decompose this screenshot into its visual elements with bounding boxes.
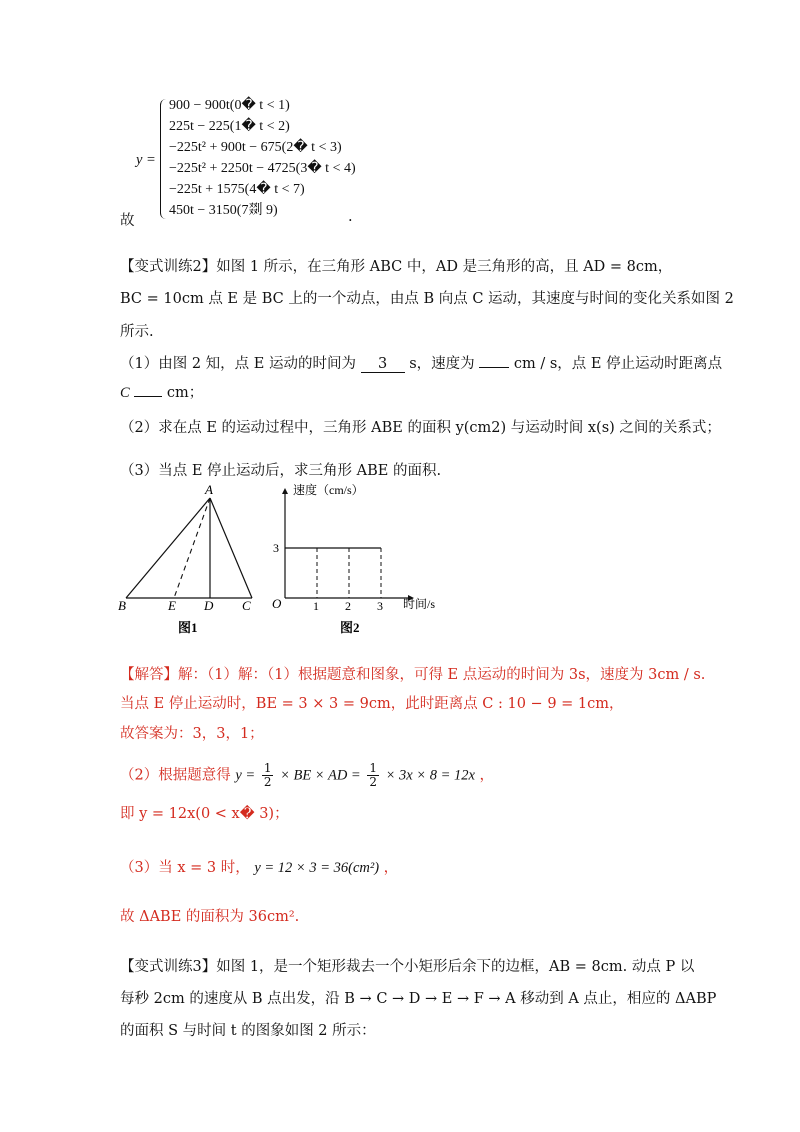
y-axis-arrow-icon	[282, 488, 288, 494]
piecewise-prefix: 故	[120, 213, 135, 229]
piecewise-line: −225t + 1575(4� t < 7)	[169, 182, 305, 197]
exercise-2-line: 【变式训练2】如图 1 所示，在三角形 ABC 中，AD 是三角形的高，且 AD = 8cm，	[120, 259, 673, 275]
question-3: （3）当点 E 停止运动后，求三角形 ABE 的面积.	[120, 463, 442, 479]
figure-1-caption: 图1	[178, 620, 198, 635]
figure-2-chart	[268, 480, 458, 645]
q1-text: （1）由图 2 知，点 E 运动的时间为	[120, 356, 356, 372]
fraction-half: $\frac{1}{2}$	[263, 761, 272, 789]
question-2: （2）求在点 E 的运动过程中，三角形 ABE 的面积 y(cm2) 与运动时间 x(s) 之间的关系式；	[120, 420, 721, 436]
x-tick-label: 3	[377, 599, 383, 613]
exercise-3-line: 每秒 2cm 的速度从 B 点出发，沿 B → C → D → E → F → A 移动到 A 点止，相应的 ΔABP	[120, 991, 717, 1007]
label-d: D	[204, 598, 214, 613]
y-label: y =	[136, 152, 156, 168]
exercise-2-line: BC = 10cm 点 E 是 BC 上的一个动点，由点 B 向点 C 运动，其速度与时间的变化关系如图 2	[120, 291, 734, 307]
blank-distance	[134, 396, 162, 397]
piecewise-line: −225t² + 2250t − 4725(3� t < 4)	[169, 161, 356, 176]
x-axis-label: 时间/s	[403, 597, 436, 611]
piecewise-line: 450t − 3150(7剟 9)	[169, 203, 278, 218]
fraction-half: $\frac{1}{2}$	[369, 761, 377, 789]
q1-text: cm / s，点 E 停止运动时距离点	[513, 356, 723, 372]
figure-2-caption: 图2	[340, 620, 360, 635]
answer-text: ，	[479, 767, 495, 784]
y-tick-label: 3	[273, 541, 279, 555]
answer-line: 故答案为：3，3，1；	[120, 726, 264, 742]
blank-time: 3	[361, 356, 405, 373]
label-b: B	[118, 598, 126, 613]
piecewise-lines	[169, 95, 356, 221]
answer-line-3	[120, 856, 398, 877]
formula-area: y = 12 × 3 = 36(cm²)	[254, 860, 380, 876]
blank-speed	[479, 367, 509, 368]
y-axis-label: 速度（cm/s）	[293, 483, 364, 497]
x-tick-label: 2	[345, 599, 351, 613]
answer-line: 即 y = 12x(0 < x� 3)；	[120, 806, 289, 822]
answer-text: ，	[383, 860, 399, 876]
question-1	[120, 352, 722, 373]
side-ab	[126, 498, 210, 598]
formula-y: y =	[235, 767, 256, 784]
piecewise-brace	[160, 99, 169, 219]
answer-text: （2）根据题意得	[120, 767, 231, 784]
exercise-2-line: 所示.	[120, 324, 154, 340]
answer-line: 【解答】解：（1）解：（1）根据题意和图象，可得 E 点运动的时间为 3s，速度为 3cm / s.	[120, 667, 706, 683]
answer-line-2	[120, 762, 494, 789]
piecewise-line: 900 − 900t(0� t < 1)	[169, 98, 290, 113]
exercise-3-line: 的面积 S 与时间 t 的图象如图 2 所示：	[120, 1023, 376, 1039]
formula-mid: × BE × AD =	[280, 767, 361, 784]
exercise-3-line: 【变式训练3】如图 1，是一个矩形裁去一个小矩形后余下的边框，AB = 8cm. 动点 P 以	[120, 959, 695, 975]
segment-ae	[174, 498, 210, 598]
q1-text: s，速度为	[409, 356, 475, 372]
side-ac	[210, 498, 252, 598]
label-a: A	[205, 482, 213, 497]
origin-label: O	[272, 596, 282, 611]
piecewise-line: 225t − 225(1� t < 2)	[169, 119, 290, 134]
piecewise-line: −225t² + 900t − 675(2� t < 3)	[169, 140, 342, 155]
label-e: E	[168, 598, 176, 613]
axes	[282, 488, 414, 601]
figure-1	[110, 480, 260, 640]
answer-line: 故 ΔABE 的面积为 36cm².	[120, 909, 300, 925]
answer-text: （3）当 x = 3 时，	[120, 860, 250, 876]
point-c: C	[120, 385, 130, 401]
x-tick-label: 1	[313, 599, 319, 613]
piecewise-end: .	[348, 209, 353, 225]
question-1-cont	[120, 381, 203, 402]
q1-text: cm；	[166, 385, 204, 401]
answer-line: 当点 E 停止运动时，BE = 3 × 3 = 9cm，此时距离点 C : 10 − 9 = 1cm，	[120, 696, 624, 712]
label-c: C	[242, 598, 251, 613]
formula-end: × 3x × 8 = 12x	[385, 767, 475, 784]
